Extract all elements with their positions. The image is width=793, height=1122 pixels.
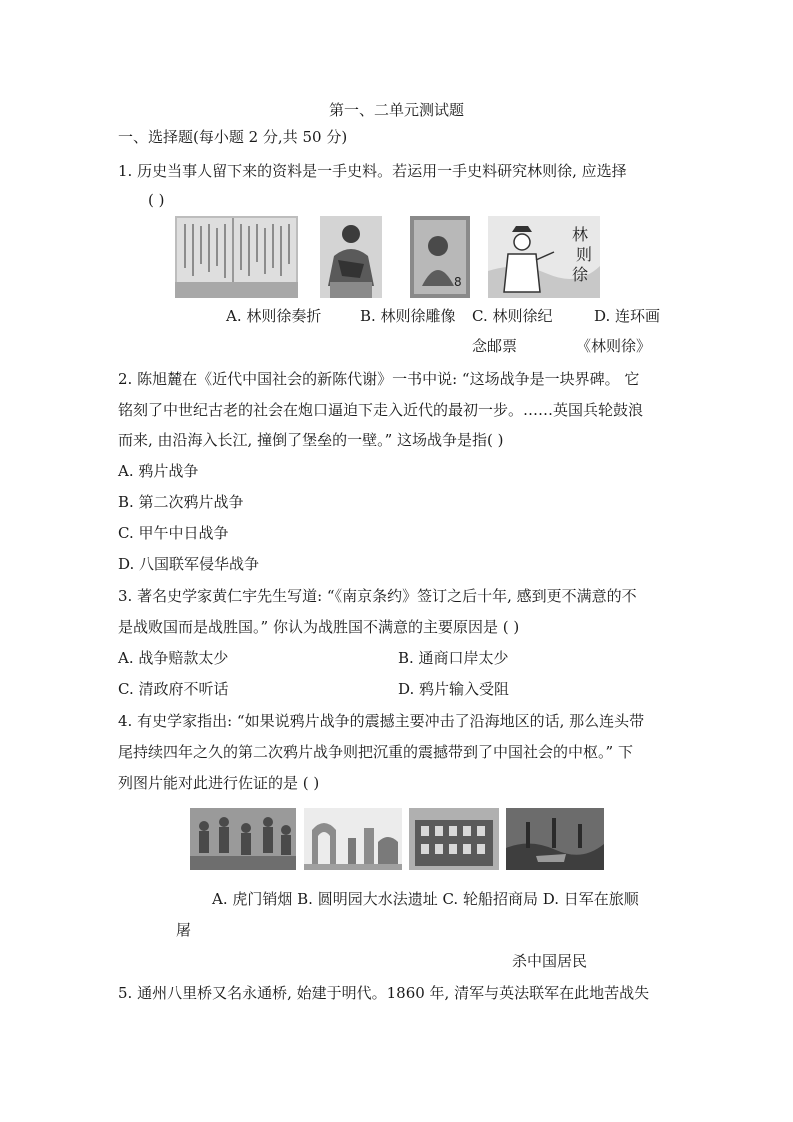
q1-stem: 1. 历史当事人留下来的资料是一手史料。若运用一手史料研究林则徐, 应选择	[118, 162, 627, 180]
q3-option-d: D. 鸦片输入受阻	[398, 680, 510, 698]
q1-option-b: B. 林则徐雕像	[360, 307, 456, 325]
q1-option-d-cont: 《林则徐》	[576, 337, 652, 355]
q4-option-d-wrap: 屠	[176, 921, 192, 939]
stamp-image	[410, 216, 470, 298]
yuanmingyuan-image	[304, 808, 402, 870]
comic-title-char-1: 林	[571, 225, 589, 244]
q2-option-a: A. 鸦片战争	[118, 462, 199, 480]
q2-line-3: 而来, 由沿海入长江, 撞倒了堡垒的一壁。” 这场战争是指( )	[118, 431, 504, 449]
comic-image	[488, 216, 600, 298]
q2-option-d: D. 八国联军侵华战争	[118, 555, 260, 573]
q5-line-1: 5. 通州八里桥又名永通桥, 始建于明代。1860 年, 清军与英法联军在此地苦战失	[118, 984, 650, 1002]
q4-line-2: 尾持续四年之久的第二次鸦片战争则把沉重的震撼带到了中国社会的中枢。” 下	[118, 743, 633, 761]
q3-option-b: B. 通商口岸太少	[398, 649, 509, 667]
q1-option-c-cont: 念邮票	[472, 337, 518, 355]
statue-image	[320, 216, 382, 298]
q4-option-d-cont: 杀中国居民	[512, 952, 588, 970]
shipping-bureau-image	[409, 808, 499, 870]
q1-option-c: C. 林则徐纪	[472, 307, 553, 325]
q2-line-2: 铭刻了中世纪古老的社会在炮口逼迫下走入近代的最初一步。……英国兵轮鼓浪	[118, 401, 644, 419]
q3-option-a: A. 战争赔款太少	[118, 649, 229, 667]
q1-option-a: A. 林则徐奏折	[226, 307, 322, 325]
q3-option-c: C. 清政府不听话	[118, 680, 229, 698]
comic-title-char-3: 徐	[571, 265, 589, 284]
q4-line-1: 4. 有史学家指出: “如果说鸦片战争的震撼主要冲击了沿海地区的话, 那么连头带	[118, 712, 645, 730]
memorial-image	[175, 216, 298, 298]
humen-image	[190, 808, 296, 870]
q2-option-b: B. 第二次鸦片战争	[118, 493, 244, 511]
page-title: 第一、二单元测试题	[328, 101, 464, 119]
q2-option-c: C. 甲午中日战争	[118, 524, 229, 542]
q1-option-d: D. 连环画	[594, 307, 661, 325]
comic-title-char-2: 则	[575, 245, 593, 264]
q2-line-1: 2. 陈旭麓在《近代中国社会的新陈代谢》一书中说: “这场战争是一块界碑。 它	[118, 370, 640, 388]
q3-line-1: 3. 著名史学家黄仁宇先生写道: “《南京条约》签订之后十年, 感到更不满意的不	[118, 587, 637, 605]
q1-answer-blank: ( )	[148, 191, 165, 209]
q3-line-2: 是战败国而是战胜国。” 你认为战胜国不满意的主要原因是 ( )	[118, 618, 520, 636]
lushun-image	[506, 808, 604, 870]
section-heading: 一、选择题(每小题 2 分,共 50 分)	[118, 128, 348, 146]
stamp-value: 8	[454, 275, 462, 289]
q4-options: A. 虎门销烟 B. 圆明园大水法遗址 C. 轮船招商局 D. 日军在旅顺	[212, 890, 639, 908]
q4-line-3: 列图片能对此进行佐证的是 ( )	[118, 774, 320, 792]
